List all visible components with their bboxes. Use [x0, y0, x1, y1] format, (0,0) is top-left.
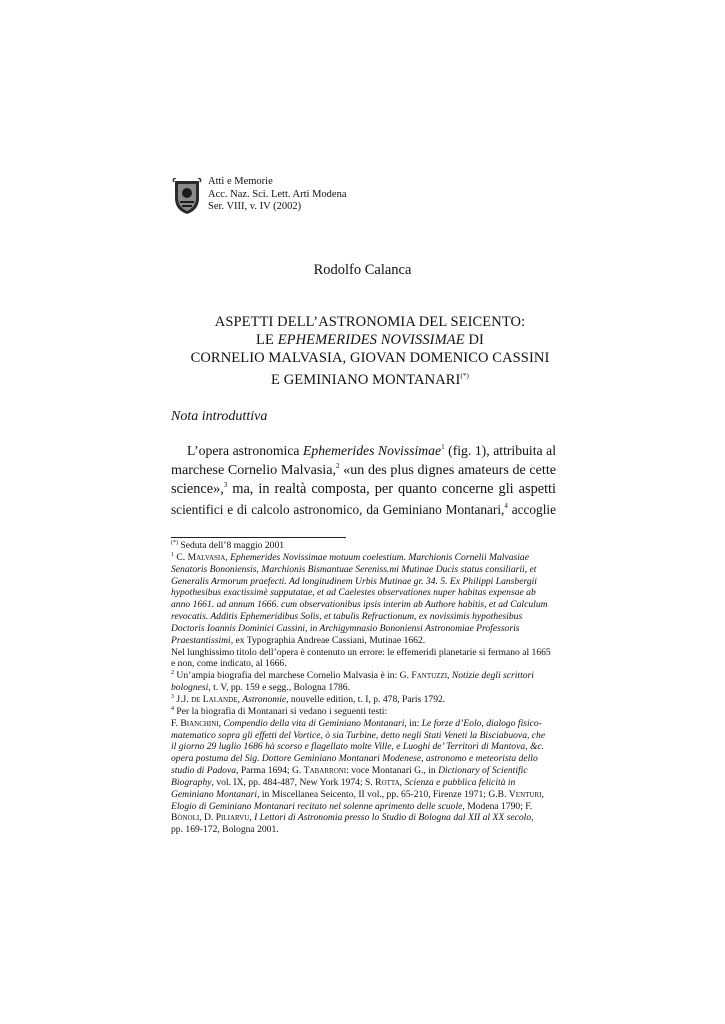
text: J.J. [174, 693, 192, 705]
footnote-line [171, 599, 557, 611]
italic-text: Senatoris Bononiensis, Marchionis Bismantuae Sereniss.mi Mutinae Ducis status consiliarii, et [171, 563, 537, 575]
text: ex Typographia Andreae Cassiani, Mutinae 1662. [233, 634, 426, 646]
italic-text: anno 1661. ad annum 1666. cum observationibus ipsis interim ab Authore habitis, et ad Calculum [171, 599, 548, 611]
masthead-line: Acc. Naz. Sci. Lett. Arti Modena [208, 188, 347, 200]
text: , [399, 776, 405, 788]
footnote-line [171, 753, 557, 765]
author-text: Tabarroni [303, 765, 347, 777]
footnote-ref: 1 [441, 443, 445, 451]
text: ma, in realtà composta, per quanto concerne gli aspetti [227, 481, 556, 497]
footnote-marker: (*) [171, 540, 178, 546]
footnote-line [171, 777, 557, 789]
title-line: ASPETTI DELL’ASTRONOMIA DEL SEICENTO: [214, 314, 526, 330]
footnote-line [171, 706, 557, 718]
title-italic-text: EPHEMERIDES NOVISSIMAE [277, 332, 465, 348]
footnote-divider [171, 537, 346, 538]
footnote-line: e non, come indicato, al 1666. [171, 658, 287, 670]
italic-text: studio di Padova [171, 765, 237, 777]
academy-crest-logo [172, 178, 202, 216]
text: , [447, 670, 452, 682]
text: Per la biografia di Montanari si vedano i seguenti testi: [174, 705, 388, 717]
paragraph-line [171, 441, 556, 461]
text: , [531, 812, 534, 824]
italic-text: Praestantissimi, [171, 634, 234, 646]
footnotes [171, 540, 557, 836]
author-text: de Lalande [191, 693, 238, 705]
text: (fig. 1), attribuita al [444, 443, 557, 458]
text: : voce Montanari G., in [346, 765, 439, 777]
paragraph-line [171, 461, 556, 481]
italic-text: bolognesi [171, 682, 209, 694]
text: , [218, 717, 224, 729]
text: , [237, 693, 243, 705]
text: scientifici e di calcolo astronomico, da Geminiano Montanari, [171, 501, 505, 517]
text: , in: [404, 717, 422, 729]
title-line: CORNELIO MALVASIA, GIOVAN DOMENICO CASSINI [190, 350, 550, 366]
footnote-line [171, 765, 557, 777]
footnote-line: pp. 169-172, Bologna 2001. [171, 824, 279, 836]
section-heading: Nota introduttiva [171, 409, 268, 424]
italic-text: Generalis Armorum praefecti. Ad longitudinem Urbis Mutinae gr. 34. 5. Ex Philippi Lansbergii [171, 575, 537, 587]
masthead-line: Atti e Memorie [208, 176, 273, 187]
footnote-line [171, 552, 557, 564]
footnote-line [171, 587, 557, 599]
footnote-line: Nel lunghissimo titolo dell’opera è contenuto un errore: le effemeridi planetarie si fermano al 1665 [171, 646, 551, 658]
author-text: Fantuzzi [411, 670, 448, 682]
text: Un’ampia biografia del marchese Cornelio Malvasia è in: G. [174, 670, 412, 682]
title-line [150, 331, 590, 349]
footnote-line [171, 812, 557, 824]
footnote-line [171, 694, 557, 706]
italic-text: Geminiano Montanari [171, 788, 258, 800]
italic-text: matematico sopra gli effetti del Vortice, ò sia Turbine, detto negli Stati Veneti la Bisciabuova, che [171, 729, 546, 741]
italic-text: opera postuma del Sig. Dottore Geminiano Montanari Modenese, astronomo e meteorista dello [171, 753, 538, 765]
footnote-line [171, 564, 557, 576]
text: , [541, 788, 544, 800]
italic-text: Ephemerides Novissimae [303, 443, 442, 458]
title-line [150, 367, 590, 389]
italic-text: Dictionary of Scientific [438, 765, 528, 777]
footnote-marker: 1 [171, 551, 174, 558]
footnote-line [171, 801, 557, 813]
text: «un des plus dignes amateurs de cette [339, 461, 557, 478]
footnote-marker: 2 [171, 670, 174, 677]
title-text: E GEMINIANO MONTANARI [271, 372, 461, 388]
author-text: Piliarvu [215, 812, 250, 824]
text: , vol. IX, pp. 484-487, New York 1974; S. [211, 776, 376, 788]
footnote-marker: 4 [171, 705, 174, 712]
italic-text: I Lettori di Astronomia presso lo Studio di Bologna dal XII al XX secolo [254, 812, 532, 824]
footnote-line [171, 789, 557, 801]
text: Seduta dell’8 maggio 2001 [178, 540, 285, 551]
text: , Parma 1694; G. [236, 765, 304, 777]
title-text: LE [256, 332, 278, 348]
italic-text: Notizie degli scrittori [451, 670, 534, 682]
italic-text: il giorno 29 luglio 1686 hà scorso e flagellato molte Ville, e Luoghi de’ Territori di Mantova, &c. [171, 741, 545, 753]
italic-text: Scienza e pubblica felicità in [404, 776, 516, 788]
text: , Modena 1790; F. [462, 800, 533, 812]
author-text: Rotta [375, 776, 400, 788]
text: marchese Cornelio Malvasia, [171, 461, 337, 478]
journal-masthead [172, 176, 347, 216]
footnote-line [171, 730, 557, 742]
footnote-line [171, 635, 557, 647]
author-text: F. Bianchini [171, 717, 219, 729]
author-text: Bònoli [171, 812, 200, 824]
text: L’opera astronomica [187, 443, 303, 458]
text: , t. V, pp. 159 e segg., Bologna 1786. [208, 682, 350, 694]
footnote-line [171, 623, 557, 635]
author-text: Venturi [508, 788, 542, 800]
text: , nouvelle edition, t. I, p. 478, Paris 1792. [286, 693, 446, 705]
italic-text: Astronomie [242, 693, 287, 705]
text: , D. [199, 812, 216, 824]
footnote-ref: 2 [336, 461, 340, 470]
footnote-ref: 3 [223, 481, 228, 489]
footnote-line [171, 540, 557, 552]
footnote-marker: (*) [460, 372, 469, 380]
footnote-ref: 4 [504, 501, 508, 510]
footnote-line [171, 611, 557, 623]
body-paragraph [171, 441, 556, 519]
footnote-line [171, 741, 557, 753]
text: accoglie [507, 501, 556, 517]
footnote-line [171, 682, 557, 694]
paragraph-line [171, 500, 556, 520]
italic-text: Doctoris Ioannis Dominici Cassini, in Archigymnasio Bononiensi Astronomiae Professoris [171, 622, 520, 634]
footnote-marker: 3 [171, 693, 174, 700]
italic-text: hypothesibus exactissimè supputatae, et ad Caelestes observationes nuper habitas expensae ab [171, 587, 536, 599]
masthead-line: Ser. VIII, v. IV (2002) [208, 201, 302, 212]
italic-text: Elogio di Geminiano Montanari recitato nel solenne aprimento delle scuole [171, 800, 463, 812]
author-text: C. Malvasia [174, 551, 226, 563]
author-name: Rodolfo Calanca [313, 262, 412, 278]
footnote-line [171, 576, 557, 588]
title-text: DI [464, 332, 484, 348]
footnote-line [171, 718, 557, 730]
text: science», [171, 481, 224, 497]
article-title [150, 313, 590, 389]
footnote-line [171, 670, 557, 682]
italic-text: Compendio della vita di Geminiano Montanari [223, 717, 405, 729]
italic-text: Le forze d’Eolo, dialogo fisico- [421, 717, 542, 729]
italic-text: revocatis. Additis Ephemeridibus Solis, et tabulis Refractionum, ex novissimis hypothesibus [171, 611, 523, 623]
italic-text: , Ephemerides Novissimae motuum coelestium. Marchionis Cornelii Malvasiae [225, 551, 529, 563]
italic-text: Biography [171, 776, 212, 788]
text: , [249, 812, 255, 824]
paragraph-line [171, 480, 556, 500]
text: , in Miscellanea Seicento, II vol., pp. 65-210, Firenze 1971; G.B. [257, 788, 509, 800]
